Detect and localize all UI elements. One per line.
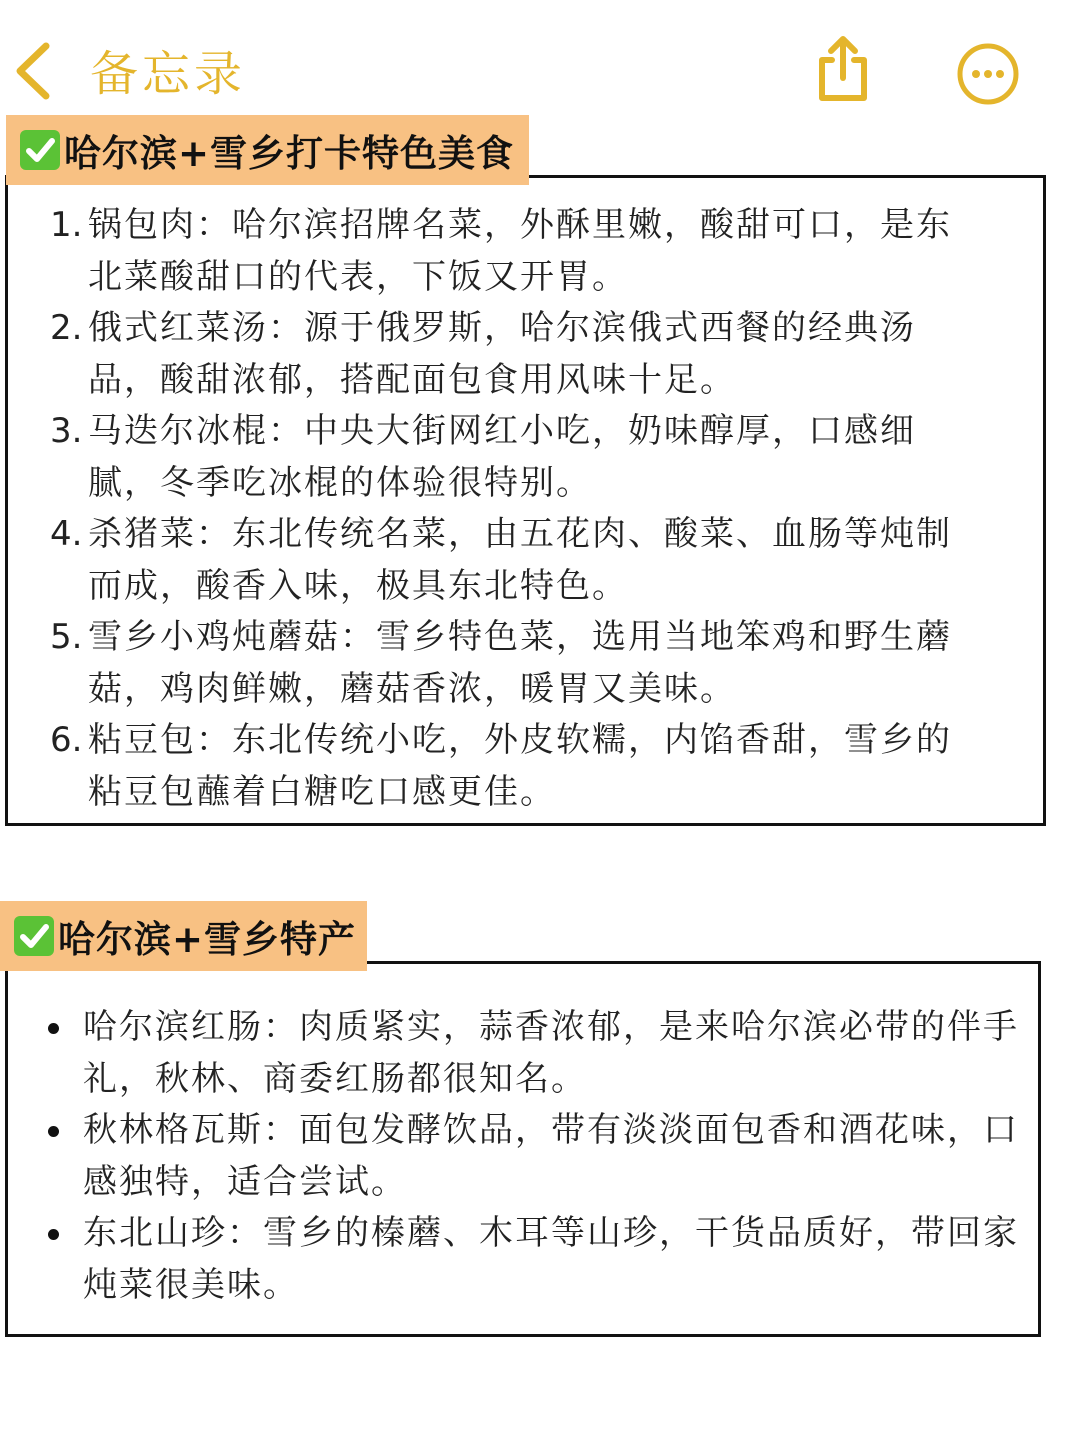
item-number: 6. bbox=[50, 720, 83, 760]
item-text: 锅包肉：哈尔滨招牌名菜，外酥里嫩，酸甜可口，是东北菜酸甜口的代表，下饭又开胃。 bbox=[88, 205, 952, 297]
list-item bbox=[48, 1002, 1033, 1105]
bullet-icon bbox=[48, 1126, 59, 1137]
item-text: 杀猪菜：东北传统名菜，由五花肉、酸菜、血肠等炖制而成，酸香入味，极具东北特色。 bbox=[88, 514, 952, 606]
item-text: 粘豆包：东北传统小吃，外皮软糯，内馅香甜，雪乡的粘豆包蘸着白糖吃口感更佳。 bbox=[88, 720, 952, 812]
share-icon bbox=[812, 34, 874, 104]
item-text: 东北山珍：雪乡的榛蘑、木耳等山珍，干货品质好，带回家炖菜很美味。 bbox=[83, 1213, 1019, 1305]
check-square-icon bbox=[20, 130, 60, 170]
navigation-bar bbox=[0, 0, 1065, 115]
list-item bbox=[48, 1208, 1033, 1311]
more-button[interactable] bbox=[955, 41, 1021, 107]
list-item bbox=[48, 1105, 1033, 1208]
food-card bbox=[5, 175, 1046, 826]
section-title-text: 哈尔滨+雪乡特产 bbox=[58, 918, 357, 961]
share-button[interactable] bbox=[812, 34, 874, 104]
list-item bbox=[50, 612, 968, 715]
item-text: 雪乡小鸡炖蘑菇：雪乡特色菜，选用当地笨鸡和野生蘑菇，鸡肉鲜嫩，蘑菇香浓，暖胃又美味。 bbox=[88, 617, 952, 709]
list-item bbox=[50, 200, 968, 303]
item-number: 2. bbox=[50, 308, 83, 348]
item-number: 3. bbox=[50, 411, 83, 451]
item-number: 5. bbox=[50, 617, 83, 657]
page-title: 备忘录 bbox=[90, 46, 247, 102]
item-text: 俄式红菜汤：源于俄罗斯，哈尔滨俄式西餐的经典汤品，酸甜浓郁，搭配面包食用风味十足。 bbox=[88, 308, 916, 400]
specialties-card bbox=[5, 961, 1041, 1337]
item-text: 哈尔滨红肠：肉质紧实，蒜香浓郁，是来哈尔滨必带的伴手礼，秋林、商委红肠都很知名。 bbox=[83, 1007, 1019, 1099]
bullet-icon bbox=[48, 1023, 59, 1034]
bullet-icon bbox=[48, 1229, 59, 1240]
specialties-list bbox=[48, 1002, 1038, 1311]
section-title-text: 哈尔滨+雪乡打卡特色美食 bbox=[64, 132, 515, 175]
item-text: 马迭尔冰棍：中央大街网红小吃，奶味醇厚，口感细腻，冬季吃冰棍的体验很特别。 bbox=[88, 411, 916, 503]
list-item bbox=[50, 406, 968, 509]
food-list bbox=[50, 200, 1043, 818]
list-item bbox=[50, 715, 968, 818]
item-number: 4. bbox=[50, 514, 83, 554]
more-icon bbox=[955, 41, 1021, 107]
item-number: 1. bbox=[50, 205, 83, 245]
chevron-left-icon bbox=[12, 40, 56, 102]
item-text: 秋林格瓦斯：面包发酵饮品，带有淡淡面包香和酒花味，口感独特，适合尝试。 bbox=[83, 1110, 1019, 1202]
check-square-icon bbox=[14, 916, 54, 956]
back-button[interactable] bbox=[12, 40, 56, 102]
section-title-food bbox=[6, 115, 529, 185]
section-title-specialties bbox=[0, 901, 367, 971]
list-item bbox=[50, 509, 968, 612]
list-item bbox=[50, 303, 968, 406]
